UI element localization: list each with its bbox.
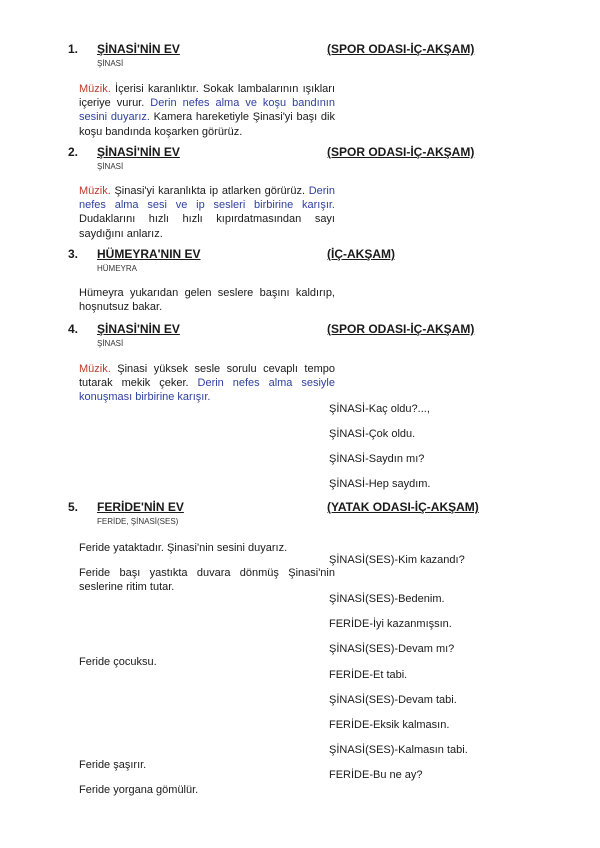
music-cue: Müzik. xyxy=(79,363,111,375)
sound-cue: Derin nefes alma sesiyle konuşması birbirine karışır. xyxy=(79,377,335,404)
scene-location: ŞİNASİ'NİN EV xyxy=(97,145,180,159)
scene-location: HÜMEYRA'NIN EV xyxy=(97,247,201,261)
dialogue-line: ŞİNASİ(SES)-Devam mı? xyxy=(329,643,455,655)
scene-setting: (YATAK ODASI-İÇ-AKŞAM) xyxy=(327,500,479,514)
scene-action: Feride şaşırır. xyxy=(79,759,147,771)
scene-characters: HÜMEYRA xyxy=(97,264,138,273)
action-text: Kamera hareketiyle Şinasi'yi başı dik koşu bandında koşarken görürüz. xyxy=(79,111,335,138)
dialogue-line: ŞİNASİ(SES)-Bedenim. xyxy=(329,593,445,605)
scene-characters: ŞİNASİ xyxy=(97,162,124,171)
dialogue-line: ŞİNASİ-Kaç oldu?..., xyxy=(329,403,430,415)
scene-action: Feride başı yastıkta duvara dönmüş Şinasi'nin seslerine ritim tutar. xyxy=(79,567,335,594)
scene-number: 2. xyxy=(68,145,79,159)
dialogue-line: FERİDE-İyi kazanmışsın. xyxy=(329,618,452,630)
scene-action xyxy=(79,82,335,139)
action-text: İçerisi karanlıktır. Sokak lambalarının ışıkları içeriye vurur. xyxy=(79,83,335,110)
scene-action: Feride çocuksu. xyxy=(79,656,157,668)
scene-action xyxy=(79,362,335,405)
dialogue-line: ŞİNASİ(SES)-Kalmasın tabi. xyxy=(329,744,468,756)
scene-number: 1. xyxy=(68,42,79,56)
music-cue: Müzik. xyxy=(79,185,111,197)
dialogue-line: ŞİNASİ-Çok oldu. xyxy=(329,428,416,440)
dialogue-line: FERİDE-Et tabi. xyxy=(329,669,408,681)
dialogue-line: FERİDE-Bu ne ay? xyxy=(329,769,423,781)
scene-characters: FERİDE, ŞİNASİ(SES) xyxy=(97,517,179,526)
dialogue-line: FERİDE-Eksik kalmasın. xyxy=(329,719,450,731)
scene-setting: (SPOR ODASI-İÇ-AKŞAM) xyxy=(327,322,475,336)
scene-setting: (SPOR ODASI-İÇ-AKŞAM) xyxy=(327,145,475,159)
action-text: Şinasi yüksek sesle sorulu cevaplı tempo tutarak mekik çeker. xyxy=(79,363,335,390)
action-text: Şinasi'yi karanlıkta ip atlarken görürüz. xyxy=(110,185,309,197)
scene-location: ŞİNASİ'NİN EV xyxy=(97,42,180,56)
scene-setting: (SPOR ODASI-İÇ-AKŞAM) xyxy=(327,42,475,56)
scene-number: 4. xyxy=(68,322,79,336)
scene-action xyxy=(79,184,335,241)
scene-number: 3. xyxy=(68,247,79,261)
dialogue-line: ŞİNASİ(SES)-Devam tabi. xyxy=(329,694,457,706)
dialogue-line: ŞİNASİ-Saydın mı? xyxy=(329,453,425,465)
scene-location: ŞİNASİ'NİN EV xyxy=(97,322,180,336)
scene-characters: ŞİNASİ xyxy=(97,339,124,348)
scene-action: Feride yorgana gömülür. xyxy=(79,784,199,796)
scene-characters: ŞİNASİ xyxy=(97,59,124,68)
action-text: Dudaklarını hızlı hızlı kıpırdatmasından sayı saydığını anlarız. xyxy=(79,213,335,240)
sound-cue: Derin nefes alma ve koşu bandının sesini duyarız. xyxy=(79,97,335,124)
music-cue: Müzik. xyxy=(79,83,111,95)
dialogue-line: ŞİNASİ(SES)-Kim kazandı? xyxy=(329,554,465,566)
scene-number: 5. xyxy=(68,500,79,514)
dialogue-line: ŞİNASİ-Hep saydım. xyxy=(329,478,431,490)
scene-action: Hümeyra yukarıdan gelen seslere başını kaldırıp, hoşnutsuz bakar. xyxy=(79,287,335,314)
scene-setting: (İÇ-AKŞAM) xyxy=(327,247,395,261)
scene-action: Feride yataktadır. Şinasi'nin sesini duyarız. xyxy=(79,542,288,554)
scene-location: FERİDE'NİN EV xyxy=(97,500,184,514)
sound-cue: Derin nefes alma sesi ve ip sesleri birbirine karışır. xyxy=(79,185,335,212)
